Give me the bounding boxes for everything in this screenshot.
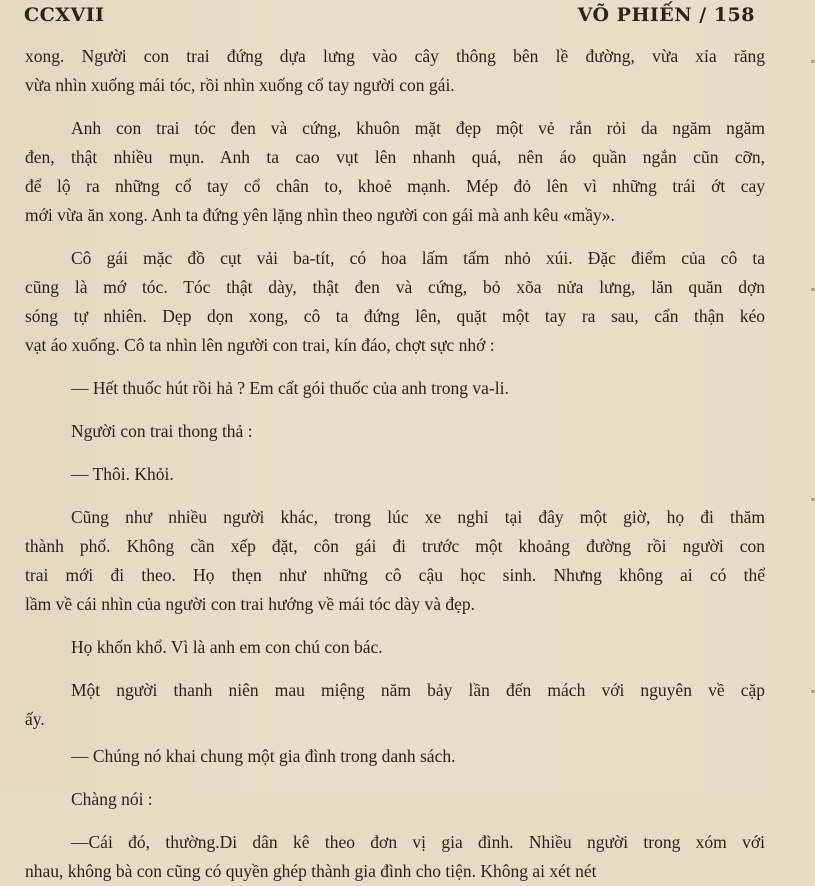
text-line: lầm về cái nhìn của người con trai hướng về mái tóc dày và đẹp.: [25, 594, 476, 614]
paragraph: [25, 828, 765, 886]
text-line: Họ khốn khổ. Vì là anh em con chú con bác.: [71, 637, 383, 657]
paragraph-gap: [25, 100, 765, 114]
paragraph-gap: [25, 446, 765, 460]
paragraph: [25, 503, 765, 619]
text-line: để lộ ra những cổ tay cổ chân to, khoẻ mạnh. Mép đỏ lên vì những trái ớt cay: [25, 176, 765, 196]
paragraph: [25, 742, 765, 771]
text-line: xong. Người con trai đứng dựa lưng vào cây thông bên lề đường, vừa xỉa răng: [25, 46, 765, 66]
page-edge-mark: [811, 498, 815, 501]
text-line: — Hết thuốc hút rồi hả ? Em cất gói thuốc của anh trong va-li.: [71, 378, 509, 398]
text-line: Anh con trai tóc đen và cứng, khuôn mặt đẹp một vẻ rắn rỏi da ngăm ngăm: [71, 118, 765, 138]
text-line: vạt áo xuống. Cô ta nhìn lên người con trai, kín đáo, chợt sực nhớ :: [25, 335, 495, 355]
text-line: thành phố. Không cần xếp đặt, côn gái đi trước một khoảng đường rồi người con: [25, 536, 765, 556]
text-line: vừa nhìn xuống mái tóc, rồi nhìn xuống cổ tay người con gái.: [25, 75, 455, 95]
author-page-number: VÕ PHIẾN / 158: [577, 4, 755, 26]
text-line: Chàng nói :: [71, 789, 153, 809]
text-line: Cô gái mặc đồ cụt vải ba-tít, có hoa lấm tấm nhỏ xúi. Đặc điểm của cô ta: [71, 248, 765, 268]
paragraph: [25, 374, 765, 403]
paragraph: [25, 417, 765, 446]
paragraph: [25, 114, 765, 230]
paragraph-gap: [25, 230, 765, 244]
text-line: đen, thật nhiều mụn. Anh ta cao vụt lên nhanh quá, nên áo quần ngắn cũn cỡn,: [25, 147, 765, 167]
paragraph: [25, 633, 765, 662]
text-line: Người con trai thong thả :: [71, 421, 253, 441]
page-body-text: [25, 42, 765, 886]
paragraph: [25, 42, 765, 100]
text-line: sóng tự nhiên. Dẹp dọn xong, cô ta đứng lên, quặt một tay ra sau, cẩn thận kéo: [25, 306, 765, 326]
page-header: [24, 4, 755, 30]
paragraph: [25, 244, 765, 360]
text-line: Cũng như nhiều người khác, trong lúc xe nghỉ tại đây một giờ, họ đi thăm: [71, 507, 765, 527]
text-line: — Thôi. Khỏi.: [71, 464, 174, 484]
text-line: Một người thanh niên mau miệng năm bảy lần đến mách với nguyên về cặp: [71, 680, 765, 700]
paragraph-gap: [25, 489, 765, 503]
text-line: mới vừa ăn xong. Anh ta đứng yên lặng nhìn theo người con gái mà anh kêu «mầy».: [25, 205, 615, 225]
paragraph: [25, 785, 765, 814]
paragraph-gap: [25, 662, 765, 676]
text-line: cũng là mớ tóc. Tóc thật dày, thật đen và cứng, bỏ xõa nửa lưng, lăn quăn dợn: [25, 277, 765, 297]
page-edge-mark: [811, 288, 815, 291]
paragraph-gap: [25, 814, 765, 828]
paragraph: [25, 460, 765, 489]
text-line: ấy.: [25, 709, 45, 729]
page-edge-mark: [811, 60, 815, 63]
paragraph-gap: [25, 403, 765, 417]
chapter-number: CCXVII: [24, 4, 105, 26]
paragraph-gap: [25, 619, 765, 633]
text-line: — Chúng nó khai chung một gia đình trong danh sách.: [71, 746, 456, 766]
paragraph-gap: [25, 734, 765, 742]
paragraph-gap: [25, 771, 765, 785]
paragraph: [25, 676, 765, 734]
text-line: trai mới đi theo. Họ thẹn như những cô cậu học sinh. Nhưng không ai có thể: [25, 565, 765, 585]
text-line: —Cái đó, thường.Di dân kê theo đơn vị gia đình. Nhiều người trong xóm với: [71, 832, 765, 852]
paragraph-gap: [25, 360, 765, 374]
text-line: nhau, không bà con cũng có quyền ghép thành gia đình cho tiện. Không ai xét nét: [25, 861, 597, 881]
page-edge-mark: [811, 690, 815, 693]
